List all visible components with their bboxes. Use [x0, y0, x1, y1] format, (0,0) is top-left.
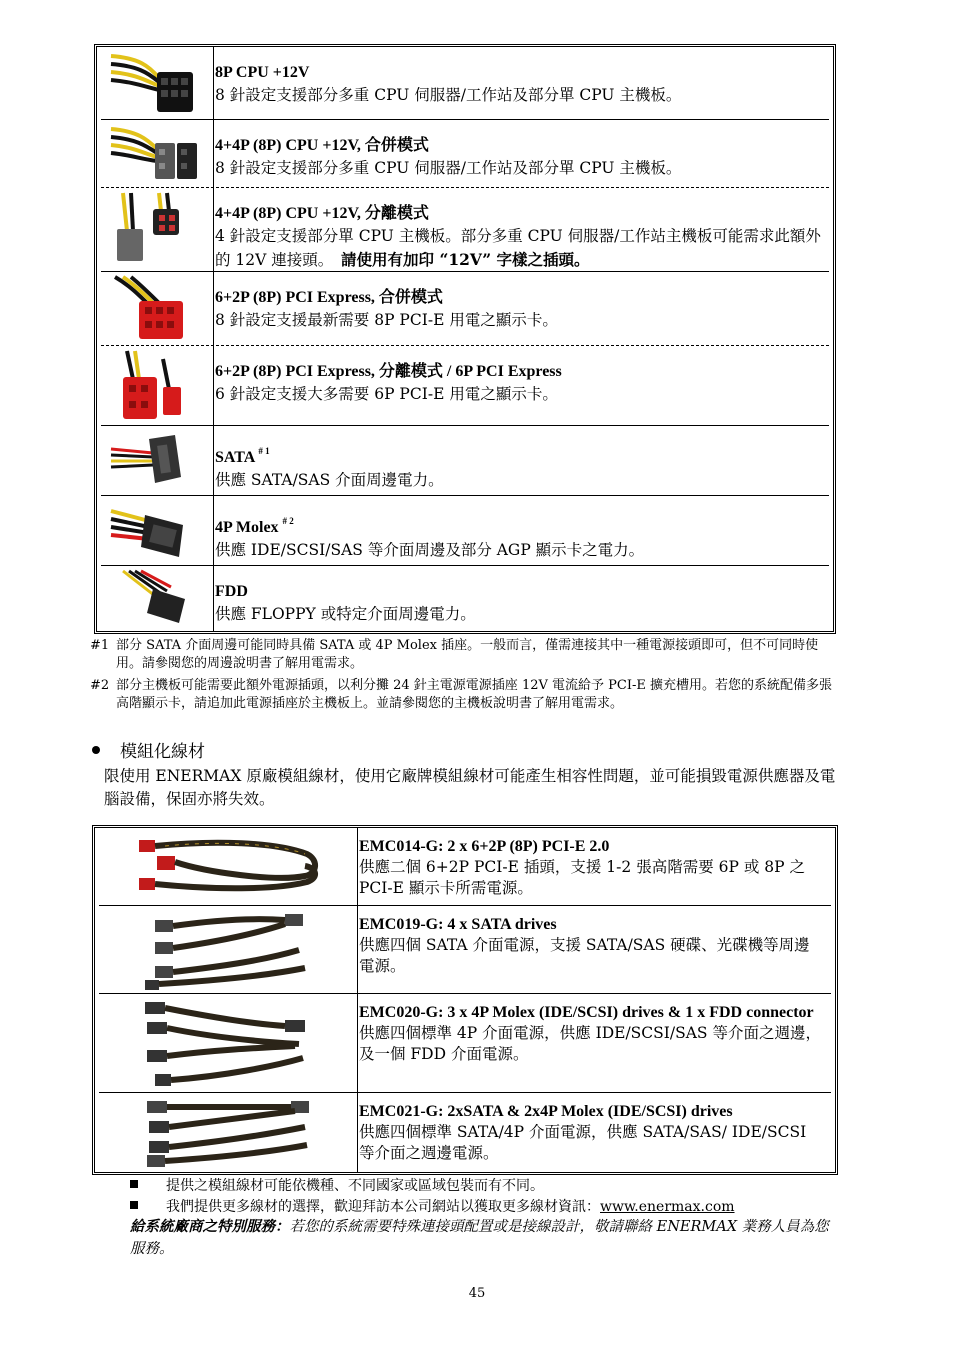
bullet-text: 我們提供更多線材的選擇，歡迎拜訪本公司網站以獲取更多線材資訊：	[166, 1199, 600, 1215]
cable-text	[359, 1002, 825, 1065]
connector-desc: 4 針設定支援部分單 CPU 主機板。部分多重 CPU 伺服器/工作站主機板可能需求此額外的 12V 連接頭。	[215, 227, 821, 269]
cable-text	[359, 914, 825, 977]
connector-text	[215, 580, 823, 626]
website-link[interactable]: www.enermax.com	[600, 1199, 735, 1215]
footnote-text: 部分 SATA 介面周邊可能同時具備 SATA 或 4P Molex 插座。一般而言，僅需連接其中一種電源接頭即可，但不可同時使用。請參閱您的周邊說明書了解用電需求。	[116, 638, 819, 671]
connector-desc: 6 針設定支援大多需要 6P PCI-E 用電之顯示卡。	[215, 385, 558, 403]
footnote-mark: # 1	[258, 446, 270, 456]
connector-row	[101, 495, 829, 565]
pcie-cable-icon	[135, 832, 325, 900]
bullet-text: 提供之模組線材可能依機種、不同國家或區域包裝而有不同。	[166, 1178, 544, 1194]
connector-row	[101, 271, 829, 345]
footnote-mark: # 2	[282, 516, 294, 526]
cable-text	[359, 836, 825, 899]
cable-row	[99, 828, 831, 905]
cable-title: EMC021-G: 2xSATA & 2x4P Molex (IDE/SCSI) drives	[359, 1103, 733, 1120]
connector-image	[101, 346, 214, 425]
connector-title: SATA	[215, 449, 255, 466]
connector-title: 6+2P (8P) PCI Express, 分離模式 / 6P PCI Express	[215, 363, 562, 380]
connector-title: 6+2P (8P) PCI Express, 合併模式	[215, 289, 443, 306]
special-service-note	[130, 1216, 840, 1260]
connector-row	[101, 345, 829, 425]
connector-row	[101, 187, 829, 271]
connector-image	[101, 47, 214, 119]
cable-title: EMC019-G: 4 x SATA drives	[359, 916, 557, 933]
connector-title: FDD	[215, 583, 248, 600]
connector-image	[101, 272, 214, 345]
cable-image	[99, 828, 358, 905]
section-title: 模組化線材	[120, 742, 205, 762]
connector-row	[101, 119, 829, 187]
connector-title: 8P CPU +12V	[215, 64, 310, 81]
cable-image	[99, 994, 358, 1092]
fdd-connector-icon	[109, 569, 205, 629]
connector-text	[215, 61, 823, 107]
connector-desc: 供應 IDE/SCSI/SAS 等介面周邊及部分 AGP 顯示卡之電力。	[215, 541, 645, 559]
pcie-6plus2-split-icon	[109, 349, 205, 423]
sata-cable-icon	[135, 910, 325, 990]
footnotes	[90, 637, 842, 717]
connector-text	[215, 510, 823, 562]
connector-row	[101, 565, 829, 631]
connector-image	[101, 496, 214, 565]
connector-image	[101, 566, 214, 631]
special-service-text: 若您的系統需要特殊連接頭配置或是接線設計，敬請聯絡 ENERMAX 業務人員為您服務。	[130, 1219, 829, 1257]
connector-title: 4+4P (8P) CPU +12V, 合併模式	[215, 137, 429, 154]
footnote	[90, 637, 842, 673]
connector-desc: 8 針設定支援部分多重 CPU 伺服器/工作站及部分單 CPU 主機板。	[215, 86, 682, 104]
connector-text	[215, 440, 823, 492]
molex-connector-icon	[109, 499, 205, 563]
connector-image	[101, 188, 214, 271]
cable-row	[99, 905, 831, 993]
cable-desc: 供應四個 SATA 介面電源，支援 SATA/SAS 硬碟、光碟機等周邊電源。	[359, 936, 810, 975]
connector-desc: 8 針設定支援部分多重 CPU 伺服器/工作站及部分單 CPU 主機板。	[215, 159, 682, 177]
special-service-label: 給系統廠商之特別服務：	[130, 1218, 290, 1235]
connector-table	[94, 44, 836, 634]
connector-desc: 供應 FLOPPY 或特定介面周邊電力。	[215, 605, 476, 623]
connector-text	[215, 202, 823, 272]
cable-desc: 供應四個標準 SATA/4P 介面電源，供應 SATA/SAS/ IDE/SCSI 等介面之週邊電源。	[359, 1123, 807, 1162]
cable-row	[99, 1092, 831, 1172]
info-bullet	[130, 1197, 850, 1218]
cpu-4plus4-combined-icon	[109, 123, 205, 185]
square-bullet-icon	[130, 1180, 138, 1188]
connector-title: 4+4P (8P) CPU +12V, 分離模式	[215, 205, 429, 222]
cable-desc: 供應四個標準 4P 介面電源，供應 IDE/SCSI/SAS 等介面之週邊，及一個 FDD 介面電源。	[359, 1024, 821, 1063]
sata-connector-icon	[109, 429, 205, 493]
connector-title: 4P Molex	[215, 519, 279, 536]
connector-text	[215, 360, 823, 406]
cable-table	[92, 825, 838, 1175]
section-paragraph: 限使用 ENERMAX 原廠模組線材，使用它廠牌模組線材可能產生相容性問題，並可能損毀電源供應器及電腦設備，保固亦將失效。	[104, 767, 836, 808]
footnote-mark: #1	[90, 638, 110, 653]
molex-fdd-cable-icon	[135, 998, 325, 1090]
cable-title: EMC020-G: 3 x 4P Molex (IDE/SCSI) drives & 1 x FDD connector	[359, 1004, 814, 1021]
cpu-8p-connector-icon	[109, 50, 205, 116]
cable-image	[99, 906, 358, 993]
sata-molex-cable-icon	[135, 1097, 325, 1169]
page-number: 45	[468, 1286, 486, 1301]
cpu-4plus4-split-icon	[109, 191, 205, 269]
cable-image	[99, 1093, 358, 1172]
square-bullet-icon	[130, 1201, 138, 1209]
pcie-6plus2-combined-icon	[109, 275, 205, 343]
bullet-icon	[92, 746, 100, 754]
footnote	[90, 677, 842, 713]
connector-desc: 供應 SATA/SAS 介面周邊電力。	[215, 471, 444, 489]
footnote-mark: #2	[90, 678, 110, 693]
connector-desc-bold: 請使用有加印 “12V” 字樣之插頭。	[341, 250, 590, 269]
cable-text	[359, 1101, 825, 1164]
connector-image	[101, 120, 214, 187]
cable-title: EMC014-G: 2 x 6+2P (8P) PCI-E 2.0	[359, 838, 610, 855]
connector-text	[215, 134, 823, 180]
info-bullets	[130, 1176, 850, 1218]
connector-image	[101, 426, 214, 495]
section-heading	[92, 741, 205, 763]
connector-row	[101, 425, 829, 495]
cable-row	[99, 993, 831, 1092]
footnote-text: 部分主機板可能需要此額外電源插頭，以利分攤 24 針主電源電源插座 12V 電流給予 PCI-E 擴充槽用。若您的系統配備多張高階顯示卡，請追加此電源插座於主機板上。並請參閱您的主機板說明書了解用電需求。	[116, 678, 832, 711]
info-bullet	[130, 1176, 850, 1197]
connector-text	[215, 286, 823, 332]
connector-desc: 8 針設定支援最新需要 8P PCI-E 用電之顯示卡。	[215, 311, 558, 329]
cable-desc: 供應二個 6+2P PCI-E 插頭，支援 1-2 張高階需要 6P 或 8P 之 PCI-E 顯示卡所需電源。	[359, 858, 805, 897]
connector-row	[101, 47, 829, 119]
